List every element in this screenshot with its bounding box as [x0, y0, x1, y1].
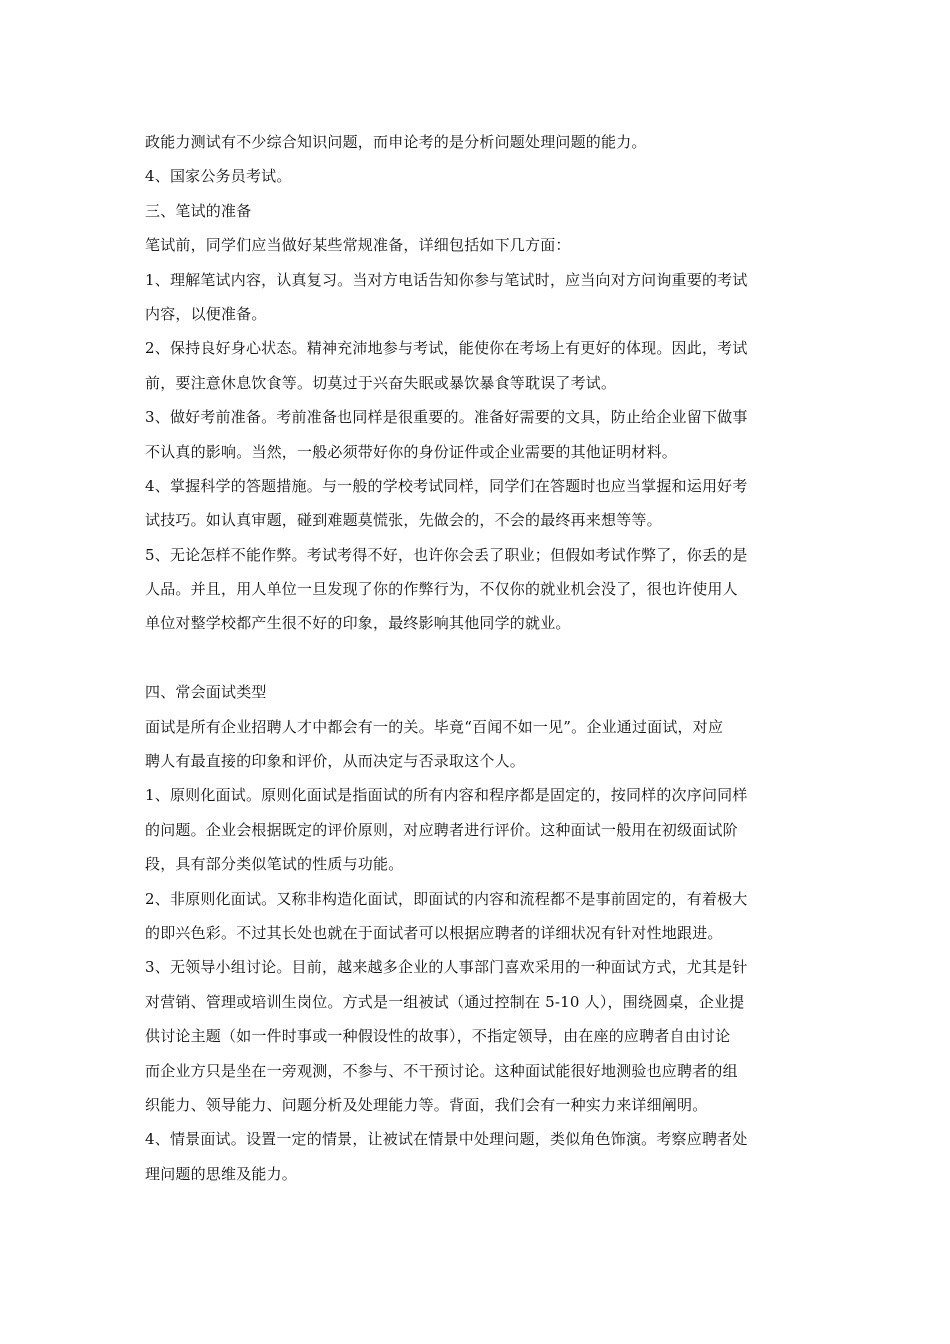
list-item: 3、做好考前准备。考前准备也同样是很重要的。准备好需要的文具，防止给企业留下做事: [145, 408, 748, 427]
text-line: 供讨论主题（如一件时事或一种假设性的故事），不指定领导，由在座的应聘者自由讨论: [145, 1027, 731, 1046]
text-line: 笔试前，同学们应当做好某些常规准备，详细包括如下几方面：: [145, 236, 571, 255]
list-item: 5、无论怎样不能作弊。考试考得不好，也许你会丢了职业；但假如考试作弊了，你丢的是: [145, 545, 748, 564]
section-heading: 三、笔试的准备: [145, 201, 252, 220]
list-item: 4、掌握科学的答题措施。与一般的学校考试同样，同学们在答题时也应当掌握和运用好考: [145, 476, 748, 495]
text-line: 面试是所有企业招聘人才中都会有一的关。毕竟“百闻不如一见”。企业通过面试，对应: [145, 717, 724, 736]
text-line: 试技巧。如认真审题，碰到难题莫慌张，先做会的，不会的最终再来想等等。: [145, 511, 662, 530]
text-line: 聘人有最直接的印象和评价，从而决定与否录取这个人。: [145, 752, 526, 771]
text-line: 理问题的思维及能力。: [145, 1164, 298, 1183]
list-item: 1、理解笔试内容，认真复习。当对方电话告知你参与笔试时，应当向对方问询重要的考试: [145, 270, 748, 289]
text-line: 段，具有部分类似笔试的性质与功能。: [145, 855, 404, 874]
list-item: 2、非原则化面试。又称非构造化面试，即面试的内容和流程都不是事前固定的，有着极大: [145, 889, 748, 908]
document-page: [145, 125, 809, 1191]
paragraph-gap: [145, 641, 809, 675]
text-line: 前，要注意休息饮食等。切莫过于兴奋失眠或暴饮暴食等耽误了考试。: [145, 373, 617, 392]
section-heading: 四、常会面试类型: [145, 683, 267, 702]
text-line: 单位对整学校都产生很不好的印象，最终影响其他同学的就业。: [145, 614, 571, 633]
text-line: 政能力测试有不少综合知识问题，而申论考的是分析问题处理问题的能力。: [145, 133, 647, 151]
text-line: 的即兴色彩。不过其长处也就在于面试者可以根据应聘者的详细状况有针对性地跟进。: [145, 923, 723, 942]
text-line: 对营销、管理或培训生岗位。方式是一组被试（通过控制在 5-10 人），围绕圆桌，企业提: [145, 992, 745, 1011]
text-line: 的问题。企业会根据既定的评价原则，对应聘者进行评价。这种面试一般用在初级面试阶: [145, 820, 738, 839]
list-item: 4、情景面试。设置一定的情景，让被试在情景中处理问题，类似角色饰演。考察应聘者处: [145, 1130, 748, 1149]
text-line: 内容，以便准备。: [145, 304, 267, 323]
list-item: 2、保持良好身心状态。精神充沛地参与考试，能使你在考场上有更好的体现。因此，考试: [145, 339, 748, 358]
list-item: 3、无领导小组讨论。目前，越来越多企业的人事部门喜欢采用的一种面试方式，尤其是针: [145, 958, 748, 977]
list-item: 1、原则化面试。原则化面试是指面试的所有内容和程序都是固定的，按同样的次序问同样: [145, 786, 748, 805]
text-line: 人品。并且，用人单位一旦发现了你的作弊行为，不仅你的就业机会没了，很也许使用人: [145, 580, 738, 599]
text-line: 织能力、领导能力、问题分析及处理能力等。背面，我们会有一种实力来详细阐明。: [145, 1095, 708, 1114]
list-item: 4、国家公务员考试。: [145, 167, 292, 186]
text-line: 不认真的影响。当然，一般必须带好你的身份证件或企业需要的其他证明材料。: [145, 442, 678, 461]
text-line: 而企业方只是坐在一旁观测，不参与、不干预讨论。这种面试能很好地测验也应聘者的组: [145, 1061, 738, 1080]
